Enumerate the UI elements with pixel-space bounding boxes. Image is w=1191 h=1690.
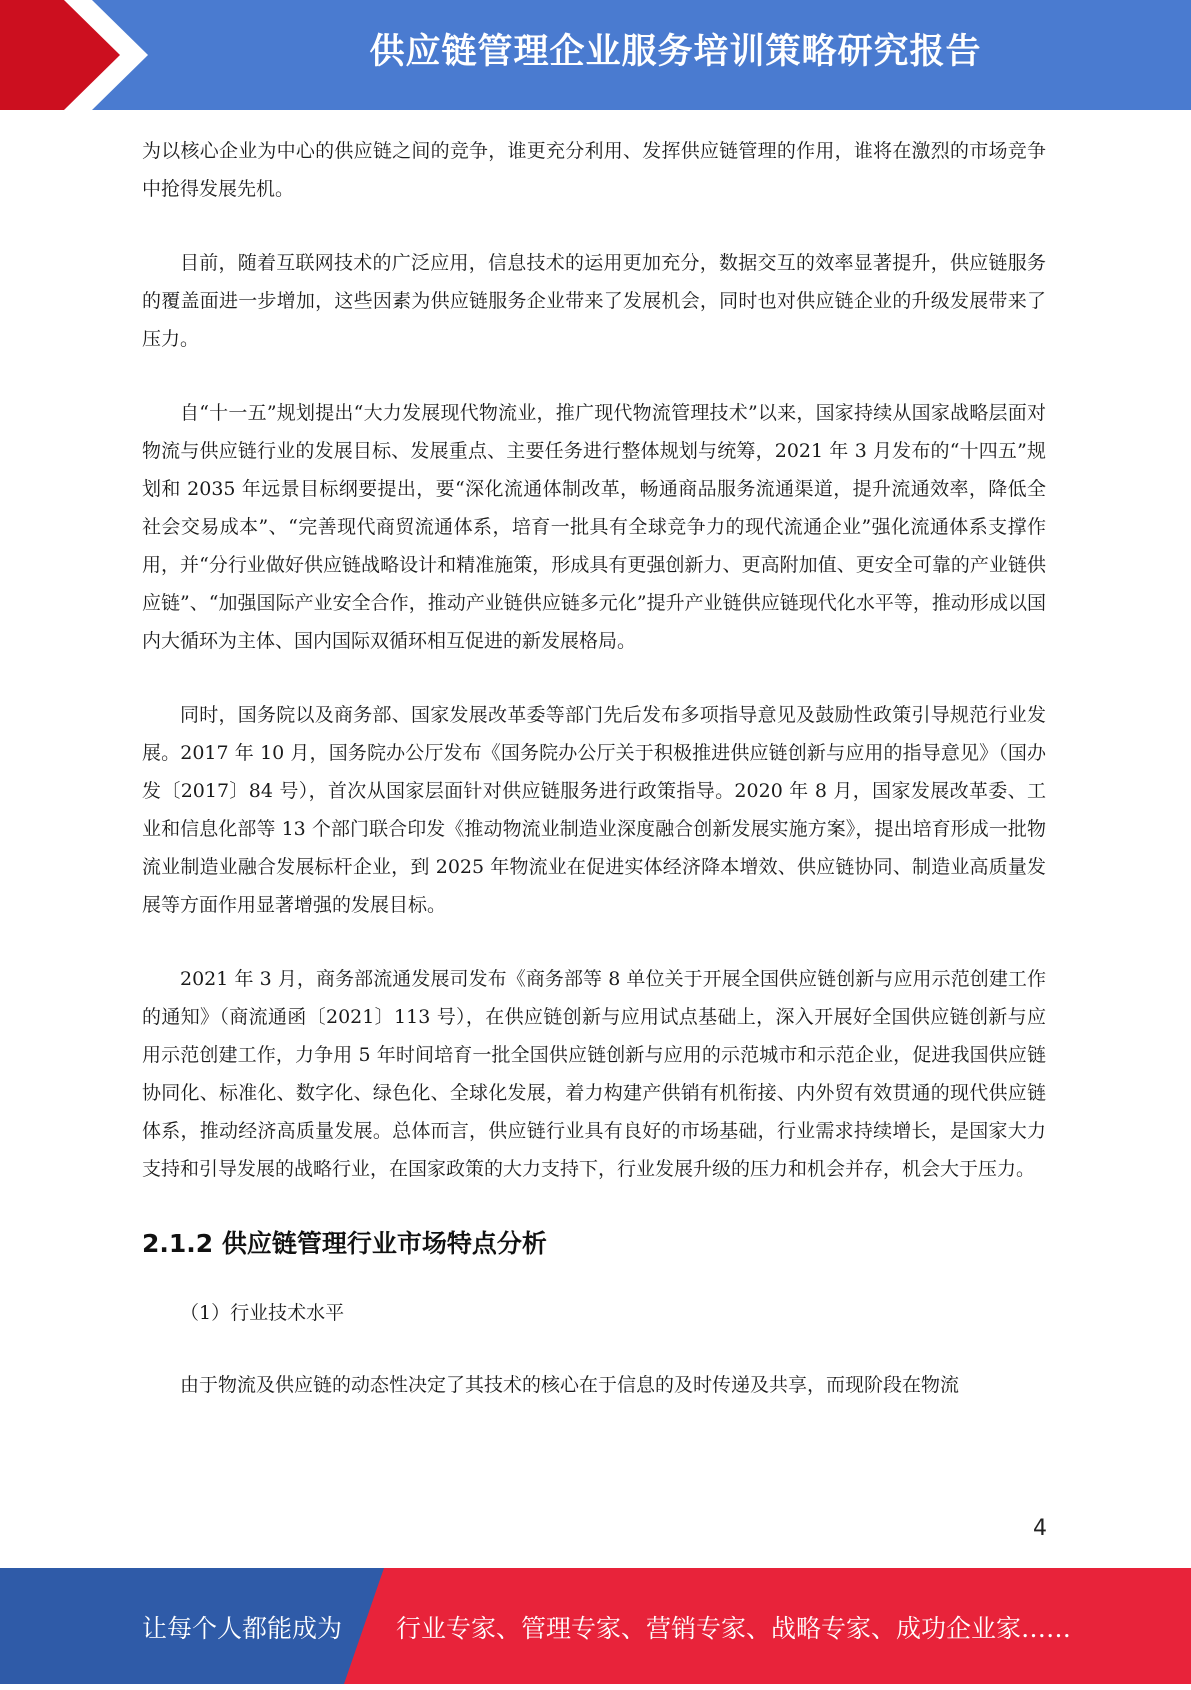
page-footer <box>0 1568 1191 1684</box>
header-arrow-decoration <box>0 0 160 110</box>
page-header <box>0 0 1191 110</box>
footer-slogan-left: 让每个人都能成为 <box>142 1614 343 1643</box>
paragraph-4: 同时，国务院以及商务部、国家发展改革委等部门先后发布多项指导意见及鼓励性政策引导规范行业发展。2017 年 10 月，国务院办公厅发布《国务院办公厅关于积极推进供应链创新与应用的指导意见》（国办发〔2017〕84 号），首次从国家层面针对供应链服务进行政策指导。2020 年 8 月，国家发展改革委、工业和信息化部等 13 个部门联合印发《推动物流业制造业深度融合创新发展实施方案》，提出培育形成一批物流业制造业融合发展标杆企业，到 2025 年物流业在促进实体经济降本增效、供应链协同、制造业高质量发展等方面作用显著增强的发展目标。 <box>142 704 1046 916</box>
page-number: 4 <box>1033 1516 1047 1541</box>
document-title: 供应链管理企业服务培训策略研究报告 <box>369 32 982 72</box>
paragraph-6: 由于物流及供应链的动态性决定了其技术的核心在于信息的及时传递及共享，而现阶段在物流 <box>180 1374 960 1396</box>
paragraph-3: 自“十一五”规划提出“大力发展现代物流业，推广现代物流管理技术”以来，国家持续从国家战略层面对物流与供应链行业的发展目标、发展重点、主要任务进行整体规划与统筹，2021 年 3 月发布的“十四五”规划和 2035 年远景目标纲要提出，要“深化流通体制改革，畅通商品服务流通渠道，提升流通效率，降低全社会交易成本”、“完善现代商贸流通体系，培育一批具有全球竞争力的现代流通企业”强化流通体系支撑作用，并“分行业做好供应链战略设计和精准施策，形成具有更强创新力、更高附加值、更安全可靠的产业链供应链”、“加强国际产业安全合作，推动产业链供应链多元化”提升产业链供应链现代化水平等，推动形成以国内大循环为主体、国内国际双循环相互促进的新发展格局。 <box>142 402 1046 652</box>
section-heading: 2.1.2 供应链管理行业市场特点分析 <box>142 1229 547 1258</box>
footer-slogan-right: 行业专家、管理专家、营销专家、战略专家、成功企业家…… <box>396 1614 1072 1643</box>
paragraph-2: 目前，随着互联网技术的广泛应用，信息技术的运用更加充分，数据交互的效率显著提升，供应链服务的覆盖面进一步增加，这些因素为供应链服务企业带来了发展机会，同时也对供应链企业的升级发展带来了压力。 <box>142 252 1046 350</box>
paragraph-1: 为以核心企业为中心的供应链之间的竞争，谁更充分利用、发挥供应链管理的作用，谁将在激烈的市场竞争中抢得发展先机。 <box>142 140 1046 200</box>
sub-heading: （1）行业技术水平 <box>180 1302 345 1324</box>
page-body <box>142 132 1046 1440</box>
paragraph-5: 2021 年 3 月，商务部流通发展司发布《商务部等 8 单位关于开展全国供应链创新与应用示范创建工作的通知》（商流通函〔2021〕113 号），在供应链创新与应用试点基础上，深入开展好全国供应链创新与应用示范创建工作，力争用 5 年时间培育一批全国供应链创新与应用的示范城市和示范企业，促进我国供应链协同化、标准化、数字化、绿色化、全球化发展，着力构建产供销有机衔接、内外贸有效贯通的现代供应链体系，推动经济高质量发展。总体而言，供应链行业具有良好的市场基础，行业需求持续增长，是国家大力支持和引导发展的战略行业，在国家政策的大力支持下，行业发展升级的压力和机会并存，机会大于压力。 <box>142 968 1046 1180</box>
